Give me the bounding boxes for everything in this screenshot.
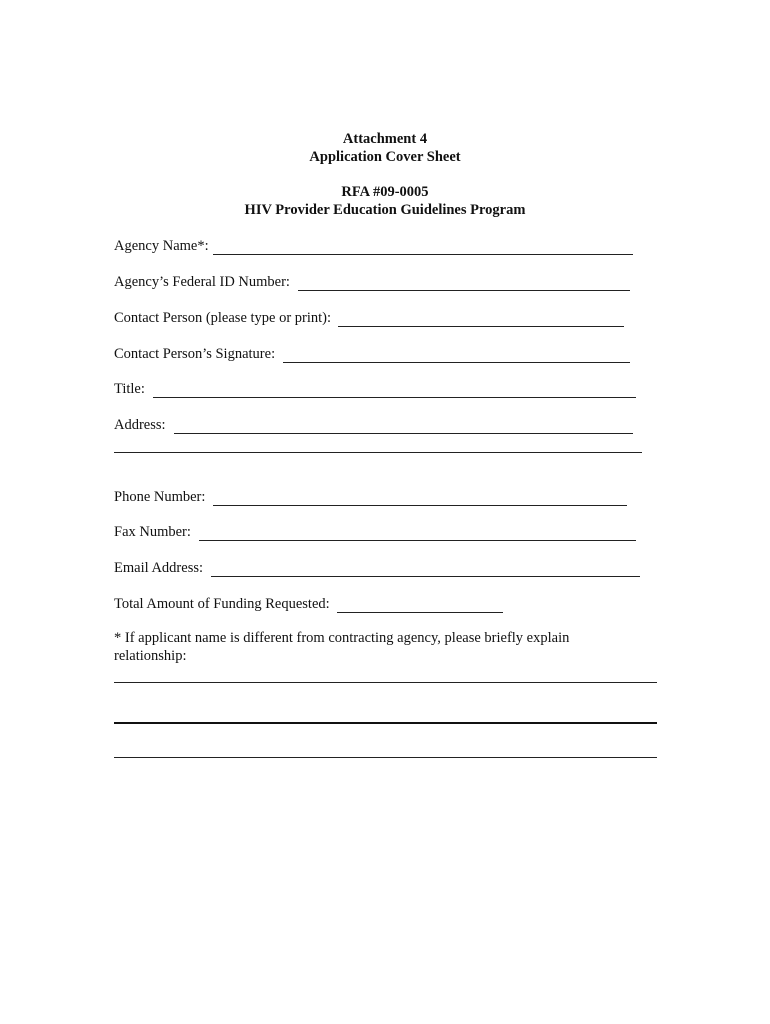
email-field[interactable]: [114, 557, 640, 577]
fax-label: Fax Number:: [114, 524, 191, 540]
relationship-line-1[interactable]: [114, 682, 657, 683]
contact-signature-label: Contact Person’s Signature:: [114, 346, 276, 362]
address-label: Address:: [114, 417, 166, 433]
phone-label: Phone Number:: [114, 489, 206, 505]
address-field[interactable]: [114, 414, 633, 434]
relationship-line-3[interactable]: [114, 757, 657, 758]
email-label: Email Address:: [114, 560, 204, 576]
federal-id-label: Agency’s Federal ID Number:: [114, 274, 290, 290]
rfa-number: RFA #09-0005: [341, 184, 429, 200]
email-blank[interactable]: [211, 562, 640, 577]
address-blank-line-1[interactable]: [174, 419, 633, 434]
attachment-heading: Attachment 4: [342, 131, 428, 147]
title-label: Title:: [114, 381, 145, 397]
agency-name-blank[interactable]: [213, 240, 633, 255]
contact-person-label: Contact Person (please type or print):: [114, 310, 332, 326]
agency-name-field[interactable]: [114, 235, 633, 255]
contact-signature-field[interactable]: [114, 343, 630, 363]
contact-signature-blank[interactable]: [283, 348, 630, 363]
address-blank-line-2[interactable]: [114, 452, 642, 453]
funding-field[interactable]: [114, 593, 503, 613]
title-blank[interactable]: [153, 383, 636, 398]
phone-blank[interactable]: [213, 491, 627, 506]
agency-name-label: Agency Name*:: [114, 238, 209, 254]
cover-sheet-title: Application Cover Sheet: [309, 149, 461, 165]
title-field[interactable]: [114, 378, 636, 398]
relationship-note: * If applicant name is different from contracting agency, please briefly explain relationship:: [114, 630, 570, 664]
fax-field[interactable]: [114, 521, 636, 541]
funding-blank[interactable]: [337, 598, 503, 613]
phone-field[interactable]: [114, 486, 627, 506]
federal-id-blank[interactable]: [298, 276, 630, 291]
relationship-line-2[interactable]: [114, 722, 657, 724]
funding-label: Total Amount of Funding Requested:: [114, 596, 330, 612]
fax-blank[interactable]: [199, 526, 636, 541]
federal-id-field[interactable]: [114, 271, 630, 291]
contact-person-blank[interactable]: [338, 312, 624, 327]
program-title: HIV Provider Education Guidelines Program: [244, 202, 526, 218]
contact-person-field[interactable]: [114, 307, 624, 327]
